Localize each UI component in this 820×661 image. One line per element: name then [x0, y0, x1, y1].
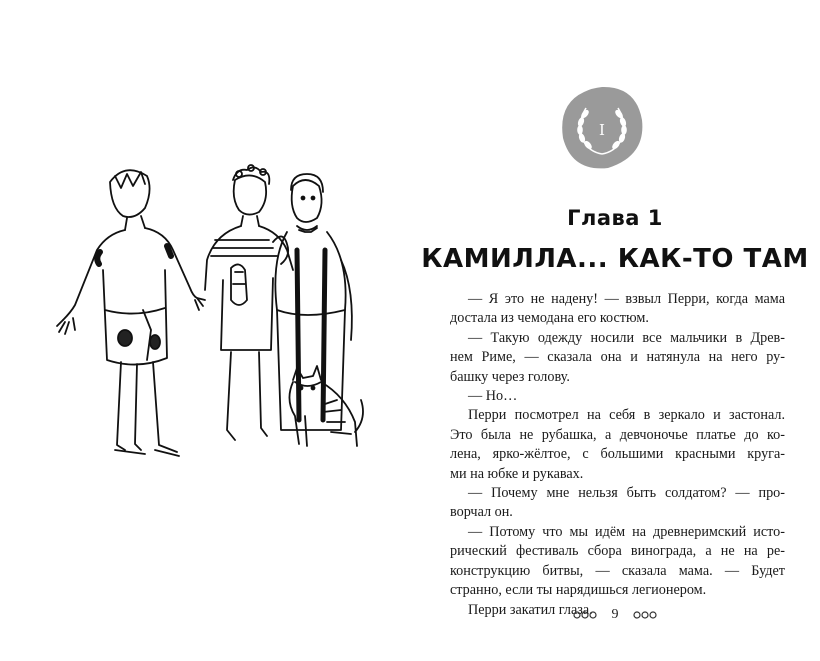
text-line: — Почему мне нельзя быть солдатом? — про-: [468, 485, 785, 502]
text-line: ворчал он.: [450, 504, 513, 521]
chapter-body-text: [450, 290, 785, 620]
text-line: — Но…: [468, 388, 518, 405]
girl-in-robe-figure: [275, 174, 352, 430]
chapter-label: Глава 1: [567, 206, 663, 230]
scroll-ornament-right-icon: [632, 610, 658, 620]
text-line: лена, ярко-жёлтое, с большими красными круга-: [450, 446, 785, 463]
right-page: [410, 0, 820, 661]
page-footer: [410, 607, 820, 623]
text-line: рический фестиваль сбора винограда, а не на ре-: [450, 543, 785, 560]
text-line: Перри посмотрел на себя в зеркало и застонал.: [468, 407, 785, 424]
text-line: Это была не рубашка, а девчоночье платье до ко-: [450, 426, 785, 443]
text-line: — Я это не надену! — взвыл Перри, когда мама: [468, 291, 785, 307]
text-line: нем Риме, — сказала она и натянула на него ру-: [450, 349, 785, 366]
text-line: — Потому что мы идём на древнеримский исто-: [468, 523, 785, 540]
scroll-ornament-left-icon: [572, 610, 598, 620]
illustration-three-children-and-cat: [55, 160, 365, 470]
text-line: башку через голову.: [450, 368, 570, 385]
text-line: конструкцию битвы, — сказала мама. — Будет: [450, 562, 785, 579]
text-line: Перри закатил глаза.: [468, 601, 593, 618]
chapter-medallion-laurel-icon: [558, 84, 646, 172]
chapter-title: КАМИЛЛА... КАК-ТО ТАМ: [421, 244, 809, 274]
medallion-numeral: I: [599, 121, 605, 139]
text-line: достала из чемодана его костюм.: [450, 310, 649, 327]
text-line: странно, если ты нарядишься легионером.: [450, 582, 707, 599]
text-line: — Такую одежду носили все мальчики в Древ-: [468, 329, 785, 346]
boy-in-tunic-figure: [57, 170, 205, 456]
text-line: ми на юбке и рукавах.: [450, 465, 584, 482]
page-number: 9: [611, 607, 619, 622]
